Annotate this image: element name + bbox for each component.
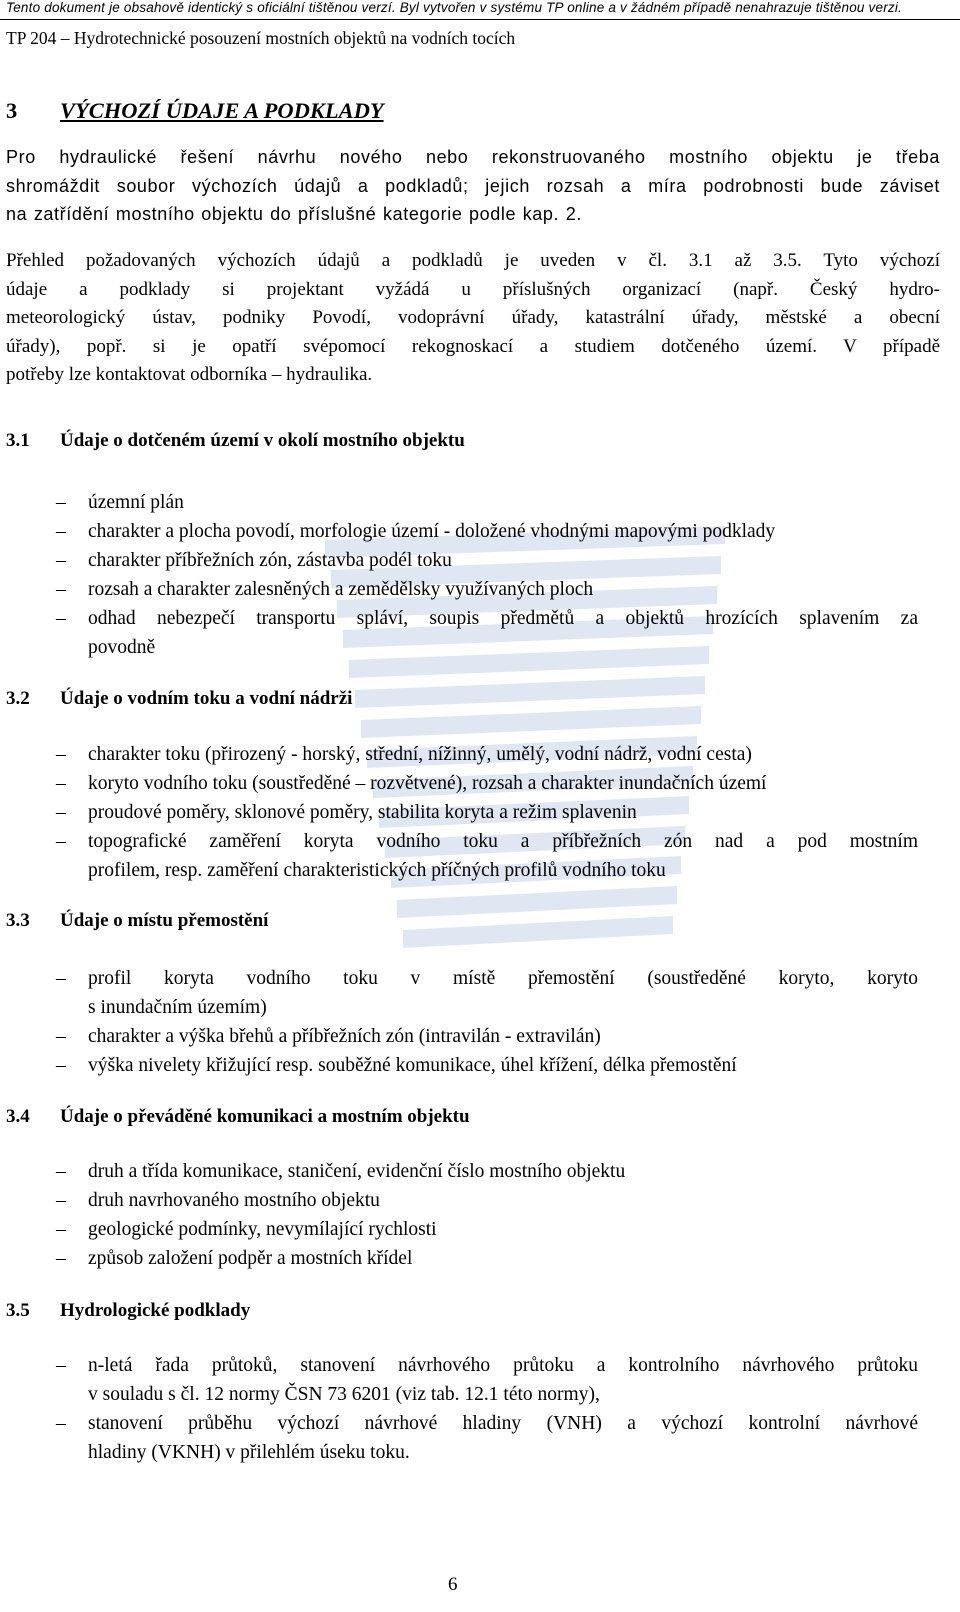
list-item-text-cont: v souladu s čl. 12 normy ČSN 73 6201 (viz tab. 12.1 této normy), — [88, 1384, 600, 1405]
list-item-text: územní plán — [88, 492, 184, 513]
text-line: úřady), popř. si je opatří svépomocí rekognoskací a studiem dotčeného území. V případě — [6, 335, 940, 357]
list-item-text: stanovení průběhu výchozí návrhové hladiny (VNH) a výchozí kontrolní návrhové — [88, 1413, 918, 1434]
list-item — [56, 604, 918, 662]
list-item — [56, 1186, 918, 1215]
list-item-text: proudové poměry, sklonové poměry, stabilita koryta a režim splavenin — [88, 802, 637, 823]
header-title: TP 204 – Hydrotechnické posouzení mostních objektů na vodních tocích — [6, 28, 516, 48]
section-title: Údaje o místu přemostění — [60, 910, 269, 931]
section-heading-3-3 — [6, 910, 268, 932]
chapter-heading — [6, 98, 384, 124]
dash-bullet: – — [56, 608, 66, 629]
list-item — [56, 827, 918, 885]
intro-paragraph-1 — [6, 143, 940, 229]
page-number: 6 — [448, 1574, 458, 1595]
dash-bullet: – — [56, 1161, 66, 1182]
dash-bullet: – — [56, 492, 66, 513]
dash-bullet: – — [56, 831, 66, 852]
dash-bullet: – — [56, 1055, 66, 1076]
dash-bullet: – — [56, 773, 66, 794]
list-item — [56, 1244, 918, 1273]
section-heading-3-2 — [6, 688, 352, 710]
text-line: na zatřídění mostního objektu do příslušné kategorie podle kap. 2. — [6, 204, 582, 224]
text-line: Pro hydraulické řešení návrhu nového nebo rekonstruovaného mostního objektu je třeba — [6, 147, 940, 167]
dash-bullet: – — [56, 1355, 66, 1376]
text-line: meteorologický ústav, podniky Povodí, vodoprávní úřady, katastrální úřady, městské a obecní — [6, 307, 940, 328]
section-title: Údaje o vodním toku a vodní nádrži — [60, 688, 353, 709]
dash-bullet: – — [56, 521, 66, 542]
list-item-text: odhad nebezpečí transportu spláví, soupis předmětů a objektů hrozících splavením za — [88, 608, 918, 629]
section-number: 3.3 — [6, 910, 30, 931]
list-item-text-cont: s inundačním územím) — [88, 997, 267, 1018]
list-item — [56, 769, 918, 798]
list-item-text: geologické podmínky, nevymílající rychlosti — [88, 1219, 437, 1240]
section-3-5-list — [56, 1351, 918, 1467]
section-number: 3.4 — [6, 1106, 30, 1127]
dash-bullet: – — [56, 1413, 66, 1434]
text-line: Přehled požadovaných výchozích údajů a podkladů je uveden v čl. 3.1 až 3.5. Tyto výchozí — [6, 250, 940, 271]
dash-bullet: – — [56, 744, 66, 765]
header-notice: Tento dokument je obsahově identický s oficiální tištěnou verzí. Byl vytvořen v systému TP online a v žádném případě nenahrazuje tištěnou verzi. — [6, 0, 903, 15]
section-number: 3.1 — [6, 430, 30, 451]
section-heading-3-5 — [6, 1300, 250, 1322]
section-number: 3.5 — [6, 1300, 30, 1321]
list-item — [56, 1215, 918, 1244]
section-3-1-list — [56, 488, 918, 662]
list-item — [56, 546, 918, 575]
list-item-text: charakter příbřežních zón, zástavba podél toku — [88, 550, 452, 571]
section-3-3-list — [56, 964, 918, 1080]
section-3-4-list — [56, 1157, 918, 1273]
list-item-text-cont: profilem, resp. zaměření charakteristických příčných profilů vodního toku — [88, 860, 666, 881]
text-line: údaje a podklady si projektant vyžádá u příslušných organizací (např. Český hydro- — [6, 278, 940, 300]
dash-bullet: – — [56, 1248, 66, 1269]
list-item-text-cont: hladiny (VKNH) v přilehlém úseku toku. — [88, 1442, 410, 1463]
list-item-text: profil koryta vodního toku v místě přemostění (soustředěné koryto, koryto — [88, 968, 918, 989]
list-item-text: topografické zaměření koryta vodního toku a příbřežních zón nad a pod mostním — [88, 831, 918, 852]
dash-bullet: – — [56, 579, 66, 600]
list-item-text: rozsah a charakter zalesněných a zemědělsky využívaných ploch — [88, 579, 594, 600]
list-item-text: způsob založení podpěr a mostních křídel — [88, 1248, 413, 1269]
list-item — [56, 798, 918, 827]
dash-bullet: – — [56, 1219, 66, 1240]
intro-paragraph-2 — [6, 247, 940, 390]
section-3-2-list — [56, 740, 918, 885]
list-item-text-cont: povodně — [88, 637, 156, 658]
header-divider — [0, 19, 960, 20]
section-heading-3-4 — [6, 1106, 470, 1128]
list-item — [56, 740, 918, 769]
dash-bullet: – — [56, 1026, 66, 1047]
chapter-number: 3 — [6, 98, 18, 123]
list-item — [56, 1351, 918, 1409]
dash-bullet: – — [56, 550, 66, 571]
dash-bullet: – — [56, 968, 66, 989]
list-item — [56, 1157, 918, 1186]
list-item-text: druh a třída komunikace, staničení, evidenční číslo mostního objektu — [88, 1161, 626, 1182]
section-title: Údaje o převáděné komunikaci a mostním objektu — [60, 1106, 470, 1127]
section-title: Údaje o dotčeném území v okolí mostního objektu — [60, 430, 465, 451]
section-number: 3.2 — [6, 688, 30, 709]
list-item-text: druh navrhovaného mostního objektu — [88, 1190, 380, 1211]
list-item — [56, 488, 918, 517]
list-item-text: koryto vodního toku (soustředěné – rozvětvené), rozsah a charakter inundačních území — [88, 773, 767, 794]
list-item — [56, 964, 918, 1022]
list-item — [56, 575, 918, 604]
section-title: Hydrologické podklady — [60, 1300, 251, 1321]
list-item — [56, 517, 918, 546]
section-heading-3-1 — [6, 430, 465, 452]
list-item — [56, 1051, 918, 1080]
list-item-text: výška nivelety křižující resp. souběžné komunikace, úhel křížení, délka přemostění — [88, 1055, 737, 1076]
list-item-text: charakter toku (přirozený - horský, střední, nížinný, umělý, vodní nádrž, vodní cesta) — [88, 744, 752, 765]
text-line: shromáždit soubor výchozích údajů a podkladů; jejich rozsah a míra podrobnosti bude záviset — [6, 175, 940, 196]
list-item-text: charakter a plocha povodí, morfologie území - doložené vhodnými mapovými podklady — [88, 521, 776, 542]
list-item-text: n-letá řada průtoků, stanovení návrhového průtoku a kontrolního návrhového průtoku — [88, 1355, 918, 1376]
text-line: potřeby lze kontaktovat odborníka – hydraulika. — [6, 364, 373, 385]
list-item — [56, 1409, 918, 1467]
chapter-title: VÝCHOZÍ ÚDAJE A PODKLADY — [60, 98, 384, 123]
list-item — [56, 1022, 918, 1051]
dash-bullet: – — [56, 802, 66, 823]
list-item-text: charakter a výška břehů a příbřežních zón (intravilán - extravilán) — [88, 1026, 601, 1047]
dash-bullet: – — [56, 1190, 66, 1211]
